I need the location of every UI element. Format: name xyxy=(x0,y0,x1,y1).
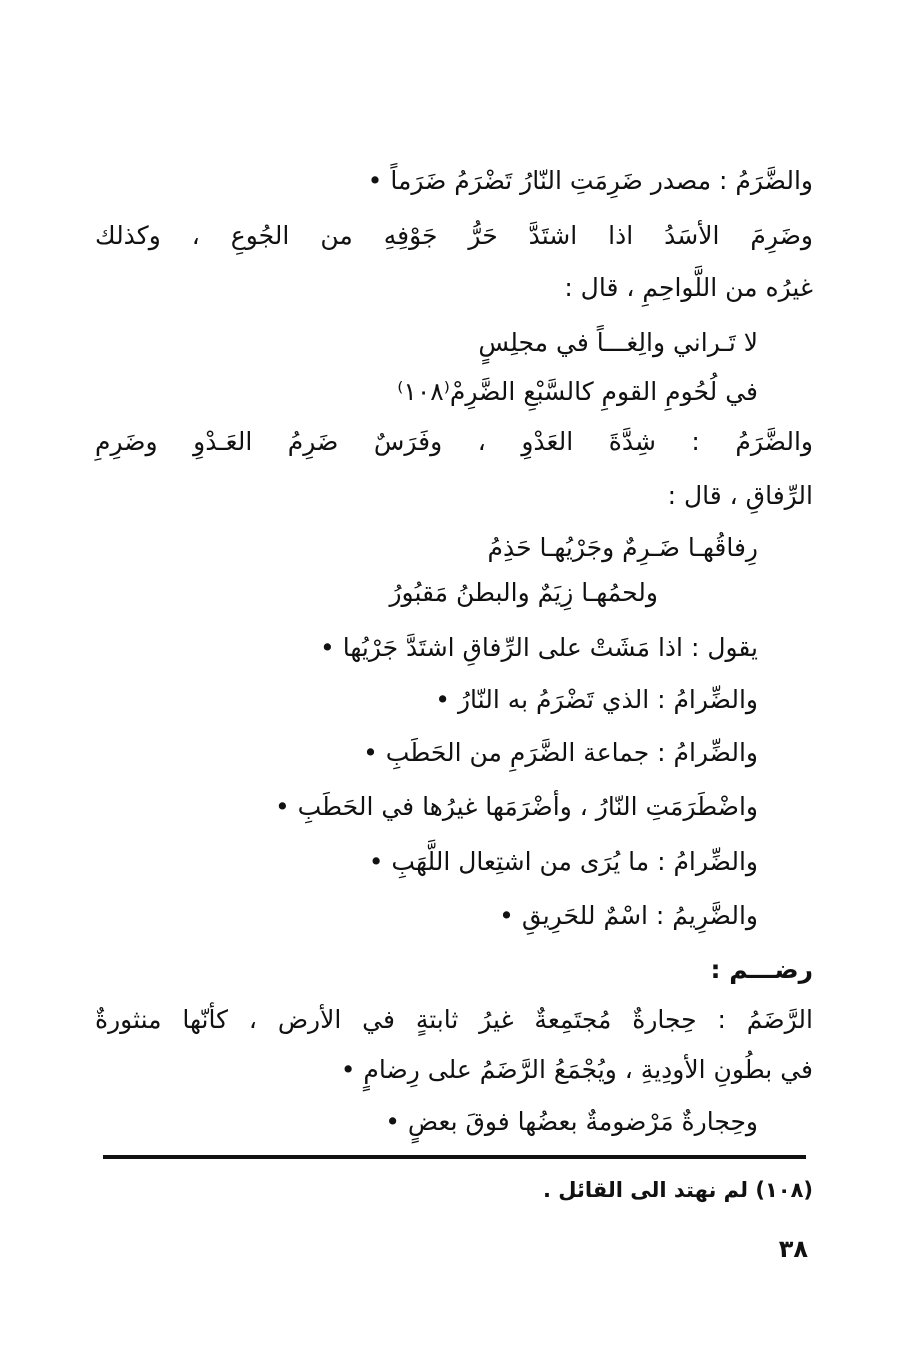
text-line-7: والضِّرامُ : الذي تَضْرَمُ به النّارُ • xyxy=(435,685,758,714)
text-line-14: وحِجارةٌ مَرْضومةٌ بعضُها فوقَ بعضٍ • xyxy=(385,1107,758,1136)
verse-line-4: ولحمُهـا زِيَمٌ والبطنُ مَقبُورُ xyxy=(389,578,658,607)
text-line-10: والضِّرامُ : ما يُرَى من اشتِعال اللَّهَبِ • xyxy=(368,847,758,876)
footnote: (١٠٨) لم نهتد الى القائل . xyxy=(542,1178,813,1202)
text-line-1: والضَّرَمُ : مصدر ضَرِمَتِ النّارُ تَضْرَمُ ضَرَماً • xyxy=(367,166,813,195)
verse-line-2: في لُحُومِ القومِ كالسَّبْعِ الضَّرِمْ⁽١٠٨⁾ xyxy=(397,377,758,406)
page-number: ٣٨ xyxy=(778,1235,808,1263)
text-line-8: والضِّرامُ : جماعة الضَّرَمِ من الحَطَبِ • xyxy=(363,738,758,767)
text-line-3: غيرُه من اللَّواحِمِ ، قال : xyxy=(564,273,813,302)
footnote-divider xyxy=(103,1155,806,1159)
verse-line-3: رِفاقُهـا ضَـرِمٌ وجَرْيُهـا حَذِمُ xyxy=(487,533,758,562)
text-line-9: واضْطَرَمَتِ النّارُ ، وأضْرَمَها غيرُها في الحَطَبِ • xyxy=(274,792,758,821)
section-heading: رضـــم : xyxy=(710,955,813,984)
text-line-6: يقول : اذا مَشَتْ على الرِّفاقِ اشتَدَّ جَرْيُها • xyxy=(320,633,758,662)
verse-line-1: لا تَـراني والِغـــاً في مجلِسٍ xyxy=(478,328,758,357)
text-line-5: الرِّفاقِ ، قال : xyxy=(667,481,813,510)
text-line-12: الرَّضَمُ : حِجارةٌ مُجتَمِعةٌ غيرُ ثابتةٍ في الأرض ، كأنّها منثورةٌ xyxy=(95,1005,813,1034)
text-line-4: والضَّرَمُ : شِدَّةَ العَدْوِ ، وفَرَسٌ ضَرِمُ العَـدْوِ وضَرِمِ xyxy=(95,427,813,456)
text-line-2: وضَرِمَ الأسَدُ اذا اشتَدَّ حَرُّ جَوْفِهِ من الجُوعِ ، وكذلك xyxy=(95,221,813,250)
text-line-13: في بطُونِ الأودِيةِ ، ويُجْمَعُ الرَّضَمُ على رِضامٍ • xyxy=(340,1055,813,1084)
text-line-11: والضَّرِيمُ : اسْمٌ للحَرِيقِ • xyxy=(499,901,758,930)
